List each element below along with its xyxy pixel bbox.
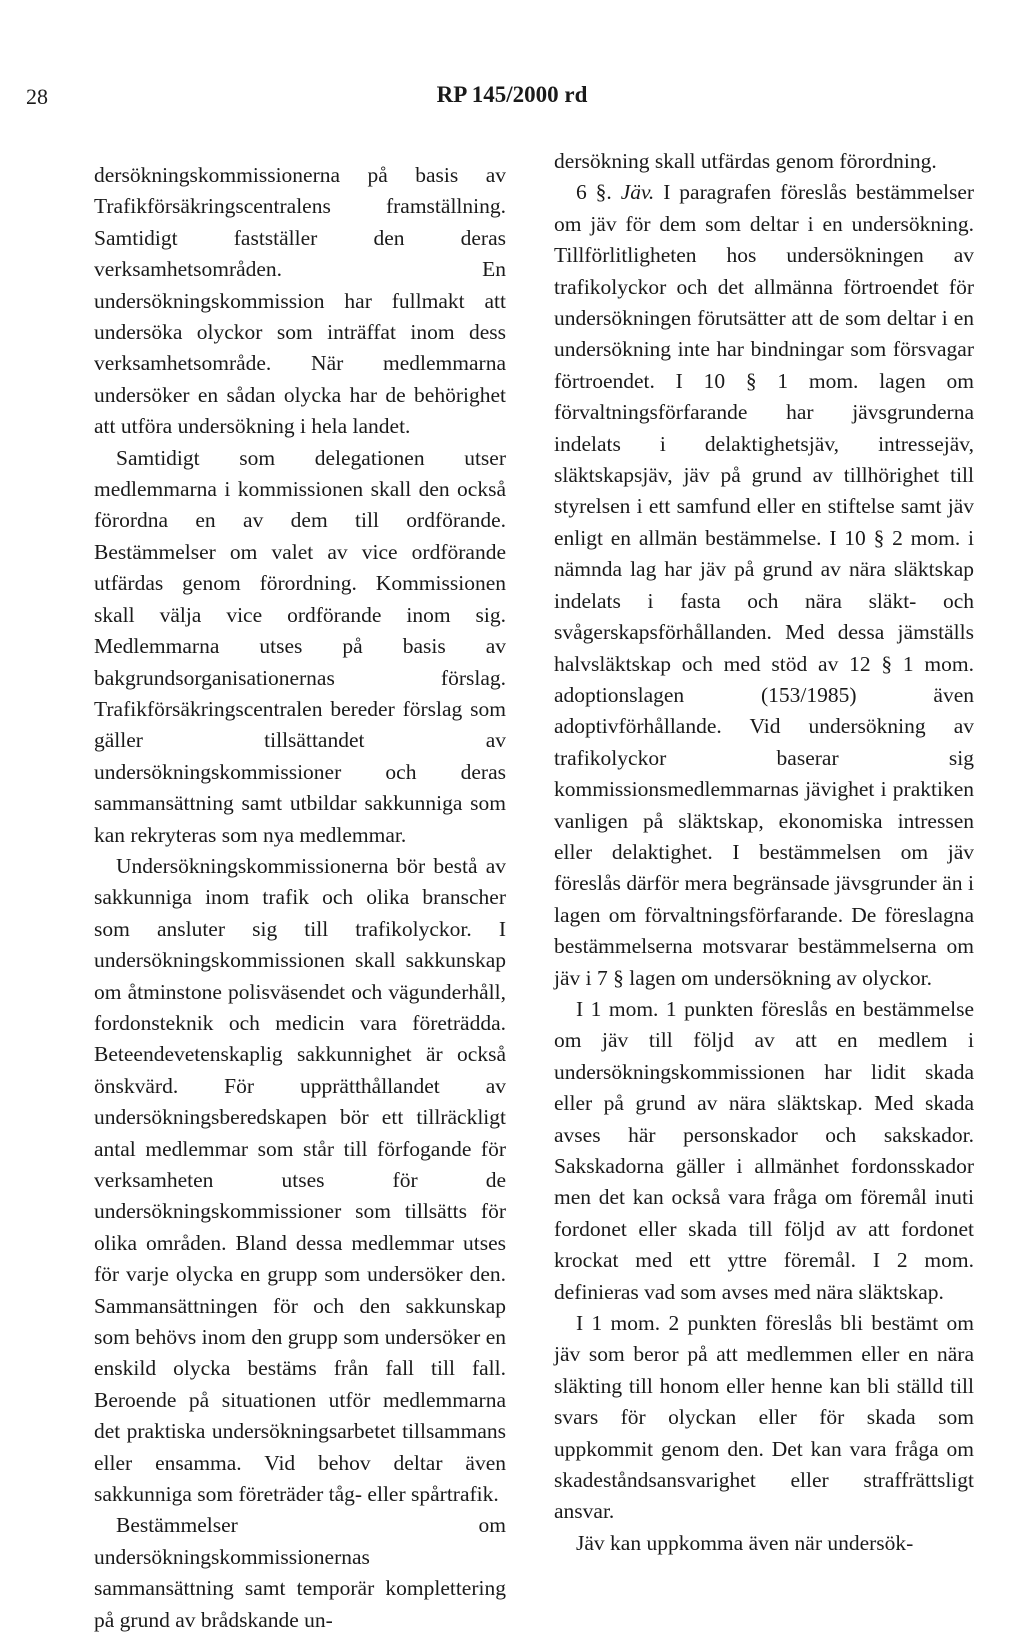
paragraph: Jäv kan uppkomma även när undersök- — [576, 1530, 914, 1555]
paragraph: Samtidigt som delegationen utser medlemmarna i kommissionen skall den också förordna en av dem till ordförande. Bestämmelser om valet av vice ordförande utfärdas genom förordning. Kommissionen skall välja vice ordförande inom sig. Medlemmarna utses på basis av bakgrundsorganisationernas förslag. Trafikförsäkringscentralen bereder förslag som gäller tillsättandet av undersökningskommissioner och deras sammansättning samt utbildar sakkunniga som kan rekryteras som nya medlemmar. — [94, 445, 506, 847]
running-title: RP 145/2000 rd — [436, 82, 588, 107]
left-column — [94, 160, 506, 1636]
paragraph: Undersökningskommissionerna bör bestå av sakkunniga inom trafik och olika branscher som ansluter sig till trafikolyckor. I undersökningskommissionen skall sakkunskap om åtminstone polisväsendet och vägunderhåll, fordonsteknik och medicin vara företrädda. Beteendevetenskaplig sakkunnighet är också önskvärd. För upprätthållandet av undersökningsberedskapen bör ett tillräckligt antal medlemmar som står till förfogande för verksamheten utses för de undersökningskommissioner som tillsätts för olika områden. Bland dessa medlemmar utses för varje olycka en grupp som undersöker den. Sammansättningen för och den sakkunskap som behövs inom den grupp som undersöker en enskild olycka bestäms från fall till fall. Beroende på situationen utför medlemmarna det praktiska undersökningsarbetet tillsammans eller ensamma. Vid behov deltar även sakkunniga som företräder tåg- eller spårtrafik. — [94, 853, 506, 1507]
section-title: Jäv. — [620, 180, 655, 205]
section-text: I paragrafen föreslås bestämmelser om jäv för dem som deltar i en undersökning. Tillförlitligheten hos undersökningen av trafikolyckor och det allmänna förtroendet för undersökningen förutsätter att de som deltar i en undersökning inte har bindningar som försvagar förtroendet. I 10 § 1 mom. lagen om förvaltningsförfarande har jävsgrunderna indelats i delaktighetsjäv, intressejäv, släktskapsjäv, jäv på grund av tillhörighet till styrelsen i ett samfund eller en stiftelse samt jäv enligt en allmän bestämmelse. I 10 § 2 mom. i nämnda lag har jäv på grund av nära släktskap indelats i fasta och nära släkt- och svågerskapsförhållanden. Med dessa jämställs halvsläktskap och med stöd av 12 § 1 mom. adoptionslagen (153/1985) även adoptivförhållande. Vid undersökning av trafikolyckor baserar sig kommissionsmedlemmarnas jävighet i praktiken vanligen på släktskap, ekonomiska intressen eller delaktighet. I bestämmelsen om jäv föreslås därför mera begränsade jävsgrunder än i lagen om förvaltningsförfarande. De föreslagna bestämmelserna motsvarar bestämmelserna om jäv i 7 § lagen om undersökning av olyckor. — [554, 180, 975, 990]
paragraph: dersökningskommissionerna på basis av Trafikförsäkringscentralens framställning. Samtidigt fastställer den deras verksamhetsområden. En undersökningskommission har fullmakt att undersöka olyckor som inträffat inom dess verksamhetsområde. När medlemmarna undersöker en sådan olycka har de behörighet att utföra undersökning i hela landet. — [94, 163, 506, 439]
paragraph: dersökning skall utfärdas genom förordning. — [554, 149, 937, 173]
right-column — [554, 146, 974, 1559]
page-number: 28 — [26, 84, 48, 109]
paragraph: Bestämmelser om undersökningskommissionernas sammansättning samt temporär komplettering på grund av brådskande un- — [94, 1513, 506, 1632]
section-label: 6 §. — [576, 180, 612, 205]
section-paragraph — [554, 177, 974, 994]
paragraph: I 1 mom. 1 punkten föreslås en bestämmelse om jäv till följd av att en medlem i undersökningskommissionen har lidit skada eller på grund av nära släktskap. Med skada avses här personskador och sakskador. Sakskadorna gäller i allmänhet fordonsskador men det kan också vara fråga om föremål inuti fordonet eller skada till följd av att fordonet krockat med ett yttre föremål. I 2 mom. definieras vad som avses med nära släktskap. — [554, 996, 974, 1304]
paragraph: I 1 mom. 2 punkten föreslås bli bestämt om jäv som beror på att medlemmen eller en nära släkting till honom eller henne kan bli ställd till svars för olyckan eller för skada som uppkommit genom den. Det kan vara fråga om skadeståndsansvarighet eller straffrättsligt ansvar. — [554, 1311, 974, 1524]
